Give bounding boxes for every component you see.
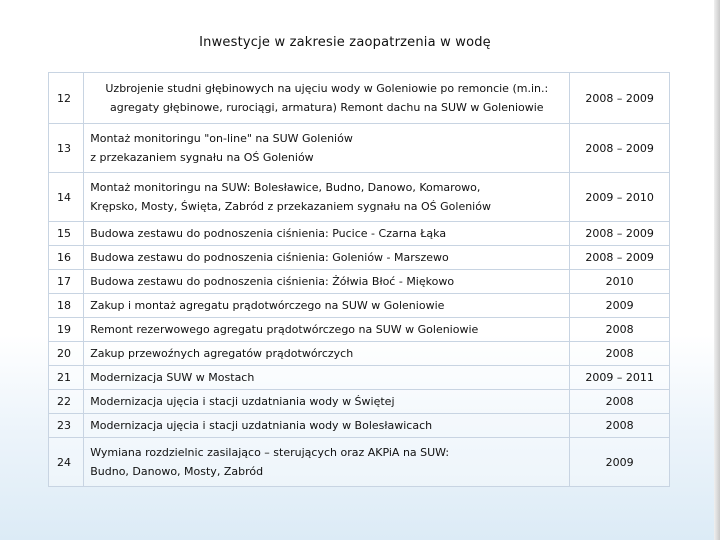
row-description: Modernizacja ujęcia i stacji uzdatniania wody w Świętej	[84, 390, 570, 414]
row-years: 2010	[570, 270, 670, 294]
row-number: 12	[49, 73, 84, 124]
description-line: agregaty głębinowe, rurociągi, armatura) Remont dachu na SUW w Goleniowie	[110, 101, 544, 114]
row-number: 16	[49, 246, 84, 270]
row-number: 21	[49, 366, 84, 390]
table-row	[49, 342, 670, 366]
row-number: 13	[49, 124, 84, 173]
investments-table	[48, 72, 670, 487]
row-years: 2008	[570, 342, 670, 366]
description-line: Budno, Danowo, Mosty, Zabród	[90, 465, 264, 478]
row-description: Remont rezerwowego agregatu prądotwórczego na SUW w Goleniowie	[84, 318, 570, 342]
description-line: Krępsko, Mosty, Święta, Zabród z przekazaniem sygnału na OŚ Goleniów	[90, 200, 491, 213]
slide-edge	[714, 0, 720, 540]
table-row	[49, 390, 670, 414]
row-description	[84, 73, 570, 124]
row-description	[84, 173, 570, 222]
row-number: 14	[49, 173, 84, 222]
row-years: 2009 – 2011	[570, 366, 670, 390]
row-description: Budowa zestawu do podnoszenia ciśnienia: Goleniów - Marszewo	[84, 246, 570, 270]
row-number: 20	[49, 342, 84, 366]
row-number: 23	[49, 414, 84, 438]
row-description: Budowa zestawu do podnoszenia ciśnienia: Pucice - Czarna Łąka	[84, 222, 570, 246]
row-years: 2008 – 2009	[570, 222, 670, 246]
table-row	[49, 438, 670, 487]
row-description: Zakup przewoźnych agregatów prądotwórczych	[84, 342, 570, 366]
row-description: Modernizacja ujęcia i stacji uzdatniania wody w Bolesławicach	[84, 414, 570, 438]
row-description: Budowa zestawu do podnoszenia ciśnienia: Żółwia Błoć - Miękowo	[84, 270, 570, 294]
row-description: Zakup i montaż agregatu prądotwórczego na SUW w Goleniowie	[84, 294, 570, 318]
table-row	[49, 173, 670, 222]
row-number: 15	[49, 222, 84, 246]
table-row	[49, 222, 670, 246]
row-years: 2008	[570, 390, 670, 414]
table-row	[49, 414, 670, 438]
description-line: Montaż monitoringu "on-line" na SUW Goleniów	[90, 132, 353, 145]
table-row	[49, 366, 670, 390]
row-number: 18	[49, 294, 84, 318]
row-years: 2009 – 2010	[570, 173, 670, 222]
table-row	[49, 124, 670, 173]
row-description	[84, 124, 570, 173]
row-description	[84, 438, 570, 487]
row-number: 22	[49, 390, 84, 414]
row-number: 17	[49, 270, 84, 294]
row-years: 2008	[570, 414, 670, 438]
row-years: 2008 – 2009	[570, 246, 670, 270]
description-line: Uzbrojenie studni głębinowych na ujęciu wody w Goleniowie po remoncie (m.in.:	[105, 82, 549, 95]
row-years: 2009	[570, 294, 670, 318]
description-line: Wymiana rozdzielnic zasilająco – sterujących oraz AKPiA na SUW:	[90, 446, 450, 459]
row-years: 2008 – 2009	[570, 73, 670, 124]
table-row	[49, 294, 670, 318]
description-line: Montaż monitoringu na SUW: Bolesławice, Budno, Danowo, Komarowo,	[90, 181, 481, 194]
table-row	[49, 246, 670, 270]
row-years: 2008	[570, 318, 670, 342]
row-number: 19	[49, 318, 84, 342]
page-title: Inwestycje w zakresie zaopatrzenia w wodę	[199, 35, 491, 50]
table-row	[49, 270, 670, 294]
row-number: 24	[49, 438, 84, 487]
table-row	[49, 73, 670, 124]
description-line: z przekazaniem sygnału na OŚ Goleniów	[90, 151, 314, 164]
table-row	[49, 318, 670, 342]
row-years: 2009	[570, 438, 670, 487]
row-description: Modernizacja SUW w Mostach	[84, 366, 570, 390]
row-years: 2008 – 2009	[570, 124, 670, 173]
